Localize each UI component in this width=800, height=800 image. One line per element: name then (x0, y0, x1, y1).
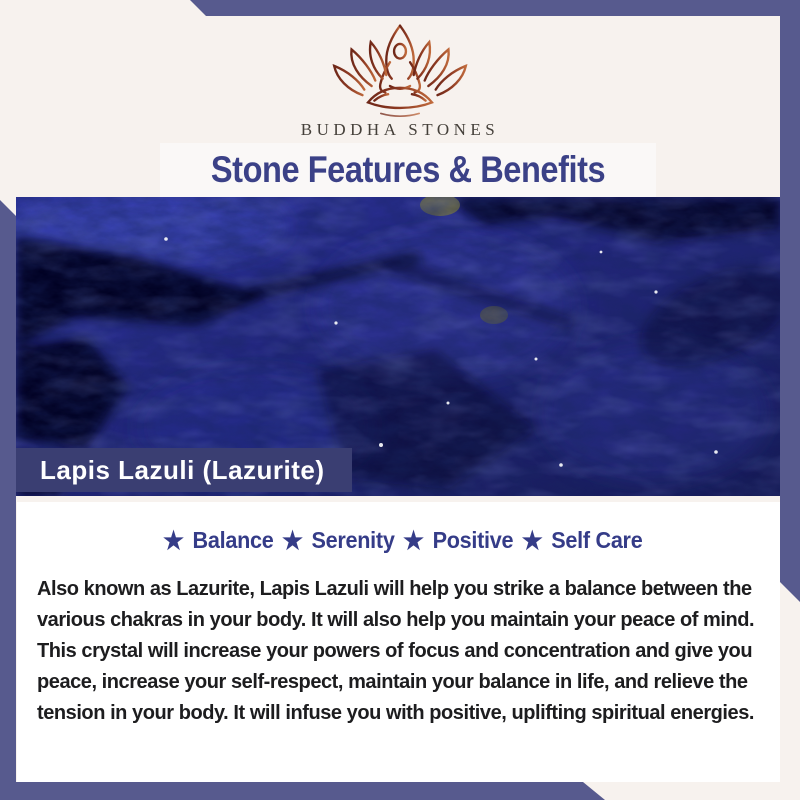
section-title: Stone Features & Benefits (210, 149, 606, 190)
lotus-meditation-icon (331, 22, 469, 118)
star-icon: ★ (281, 527, 304, 555)
frame-bottom-band (0, 782, 605, 800)
benefit-label: Self Care (551, 527, 643, 553)
section-title-banner (160, 143, 656, 197)
stone-name-label (16, 448, 352, 492)
frame-top-band (190, 0, 800, 16)
star-icon: ★ (403, 527, 425, 555)
benefit-label: Serenity (311, 527, 395, 553)
star-icon: ★ (521, 527, 543, 555)
benefit-label: Balance (192, 527, 274, 553)
stone-description: Also known as Lazurite, Lapis Lazuli will help you strike a balance between the various chakras in your body. It will also help you maintain your peace of mind. This crystal will increase your powers of focus and concentration and give you peace, increase your self-respect, maintain your balance in life, and relieve the tension in your body. It will infuse you with positive, uplifting spiritual energies. (37, 578, 755, 724)
brand-header (0, 22, 800, 140)
benefit-label: Positive (432, 527, 514, 553)
star-icon: ★ (163, 527, 185, 555)
stone-name: Lapis Lazuli (Lazurite) (40, 454, 325, 485)
info-card (17, 502, 780, 782)
frame-left-band (0, 200, 16, 800)
brand-name: BUDDHA STONES (300, 120, 500, 139)
benefits-row (40, 526, 757, 556)
